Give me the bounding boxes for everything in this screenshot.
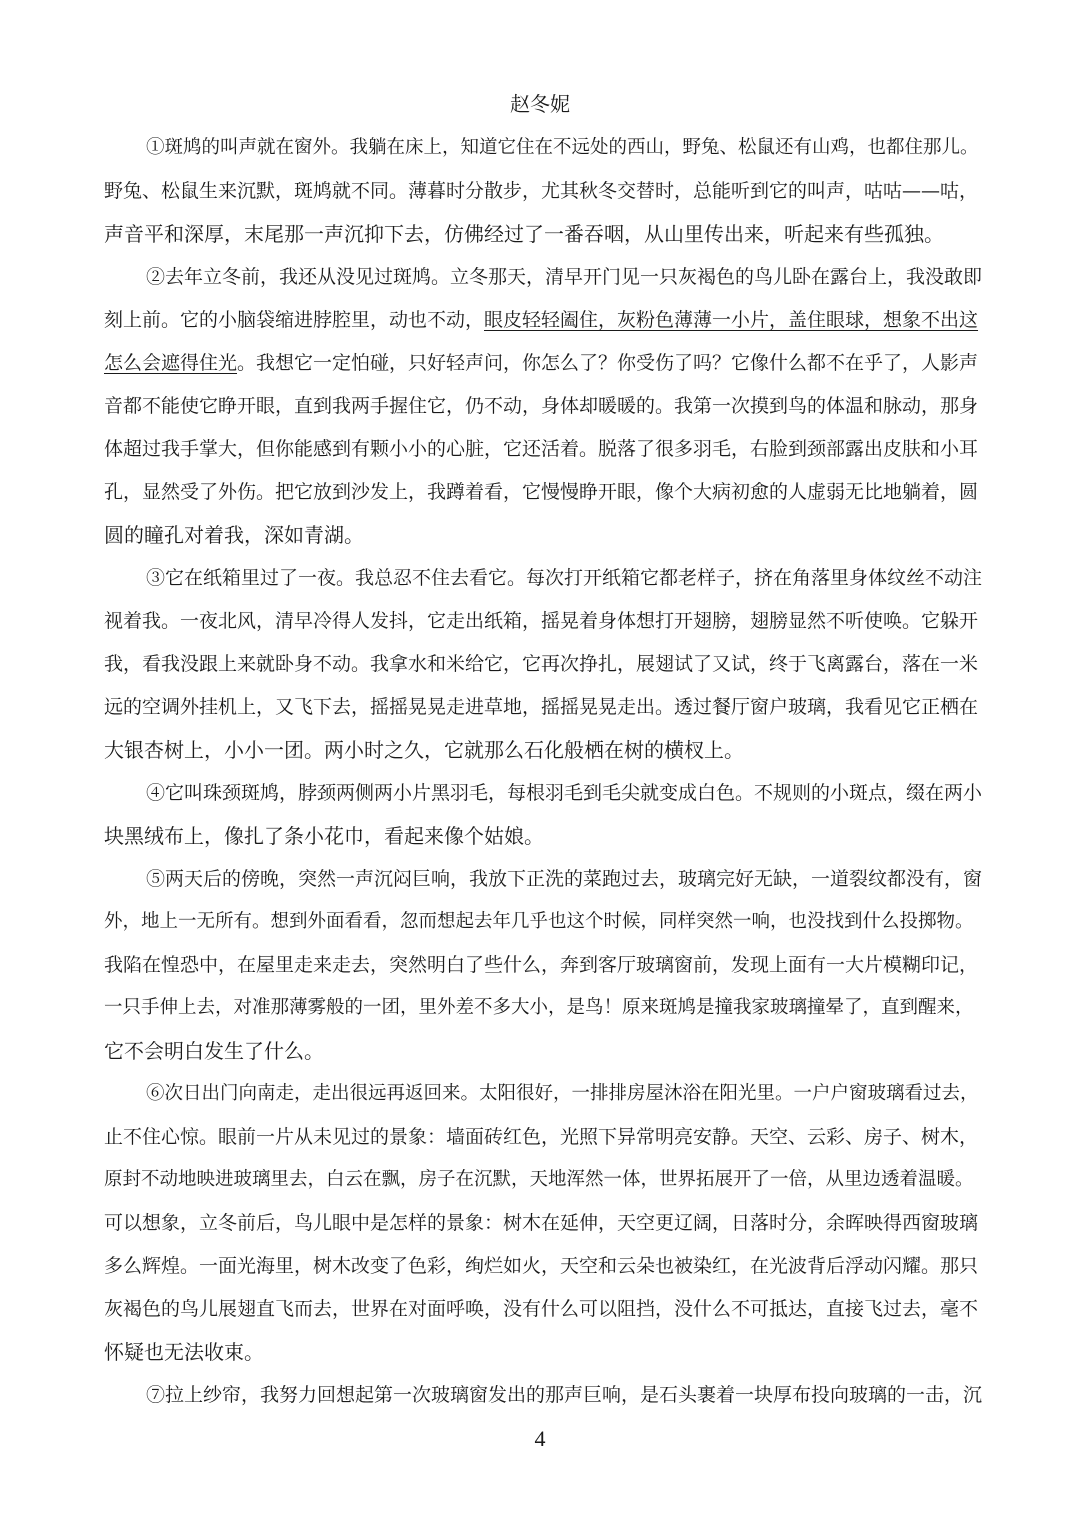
p6-line-6: 灰褐色的鸟儿展翅直飞而去，世界在对面呼唤，没有什么可以阻挡，没什么不可抵达，直接飞过去，毫不 [104, 1298, 979, 1320]
p5-line-4: 一只手伸上去，对准那薄雾般的一团，里外差不多大小，是鸟！原来斑鸠是撞我家玻璃撞晕了，直到醒来， [104, 997, 974, 1018]
p6-line-2: 止不住心惊。眼前一片从未见过的景象：墙面砖红色，光照下异常明亮安静。天空、云彩、房子、树木， [104, 1126, 979, 1148]
p6-line-7: 怀疑也无法收束。 [104, 1340, 264, 1364]
p7-line-1: ⑦拉上纱帘，我努力回想起第一次玻璃窗发出的那声巨响，是石头裹着一块厚布投向玻璃的一击，沉 [146, 1384, 983, 1406]
p5-line-5: 它不会明白发生了什么。 [104, 1039, 324, 1063]
p1-line-3: 声音平和深厚，末尾那一声沉抑下去，仿佛经过了一番吞咽，从山里传出来，听起来有些孤独。 [104, 222, 944, 246]
underlined-phrase-part-1: 眼皮轻轻阖住，灰粉色薄薄一小片，盖住眼球，想象不出这 [484, 309, 979, 331]
p2-line-2-text: 刻上前。它的小脑袋缩进脖腔里，动也不动， [104, 309, 485, 331]
underlined-phrase-part-2: 怎么会遮得住光 [104, 352, 238, 374]
author-name: 赵冬妮 [510, 92, 570, 116]
p5-line-3: 我陷在惶恐中，在屋里走来走去，突然明白了些什么，奔到客厅玻璃窗前，发现上面有一大片模糊印记， [104, 954, 979, 976]
p2-line-5: 体超过我手掌大，但你能感到有颗小小的心脏，它还活着。脱落了很多羽毛，右脸到颈部露出皮肤和小耳 [104, 438, 979, 460]
p3-line-4: 远的空调外挂机上，又飞下去，摇摇晃晃走进草地，摇摇晃晃走出。透过餐厅窗户玻璃，我看见它正栖在 [104, 696, 979, 718]
p4-line-1: ④它叫珠颈斑鸠，脖颈两侧两小片黑羽毛，每根羽毛到毛尖就变成白色。不规则的小斑点，缀在两小 [146, 782, 983, 804]
p6-line-4: 可以想象，立冬前后，鸟儿眼中是怎样的景象：树木在延伸，天空更辽阔，日落时分，余晖映得西窗玻璃 [104, 1212, 979, 1234]
p5-line-1: ⑤两天后的傍晚，突然一声沉闷巨响，我放下正洗的菜跑过去，玻璃完好无缺，一道裂纹都没有，窗 [146, 868, 983, 890]
p2-line-2 [104, 308, 984, 332]
p6-line-3: 原封不动地映进玻璃里去，白云在飘，房子在沉默，天地浑然一体，世界拓展开了一倍，从里边透着温暖。 [104, 1169, 974, 1190]
p2-line-6: 孔，显然受了外伤。把它放到沙发上，我蹲着看，它慢慢睁开眼，像个大病初愈的人虚弱无比地躺着，圆 [104, 481, 979, 503]
p6-line-5: 多么辉煌。一面光海里，树木改变了色彩，绚烂如火，天空和云朵也被染红，在光波背后浮动闪耀。那只 [104, 1255, 979, 1277]
p2-line-1: ②去年立冬前，我还从没见过斑鸠。立冬那天，清早开门见一只灰褐色的鸟儿卧在露台上，我没敢即 [146, 266, 983, 288]
p1-line-1: ①斑鸠的叫声就在窗外。我躺在床上，知道它住在不远处的西山，野兔、松鼠还有山鸡，也都住那儿。 [146, 137, 979, 158]
p5-line-2: 外，地上一无所有。想到外面看看，忽而想起去年几乎也这个时候，同样突然一响，也没找到什么投掷物。 [104, 911, 974, 932]
p6-line-1: ⑥次日出门向南走，走出很远再返回来。太阳很好，一排排房屋沐浴在阳光里。一户户窗玻璃看过去， [146, 1083, 979, 1104]
p3-line-3: 我，看我没跟上来就卧身不动。我拿水和米给它，它再次挣扎，展翅试了又试，终于飞离露台，落在一米 [104, 653, 979, 675]
p1-line-2: 野兔、松鼠生来沉默，斑鸠就不同。薄暮时分散步，尤其秋冬交替时，总能听到它的叫声，咕咕——咕， [104, 180, 979, 202]
p3-line-2: 视着我。一夜北风，清早冷得人发抖，它走出纸箱，摇晃着身体想打开翅膀，翅膀显然不听使唤。它躲开 [104, 610, 979, 632]
p3-line-5: 大银杏树上，小小一团。两小时之久，它就那么石化般栖在树的横杈上。 [104, 738, 744, 762]
p2-line-4: 音都不能使它睁开眼，直到我两手握住它，仍不动，身体却暖暖的。我第一次摸到鸟的体温和脉动，那身 [104, 395, 979, 417]
p2-line-3-text: 。我想它一定怕碰，只好轻声问，你怎么了？你受伤了吗？它像什么都不在乎了，人影声 [237, 352, 979, 374]
page-number: 4 [534, 1426, 546, 1451]
p2-line-7: 圆的瞳孔对着我，深如青湖。 [104, 523, 364, 547]
p2-line-3 [104, 351, 984, 375]
p3-line-1: ③它在纸箱里过了一夜。我总忍不住去看它。每次打开纸箱它都老样子，挤在角落里身体纹丝不动注 [146, 567, 983, 589]
p4-line-2: 块黑绒布上，像扎了条小花巾，看起来像个姑娘。 [104, 824, 544, 848]
